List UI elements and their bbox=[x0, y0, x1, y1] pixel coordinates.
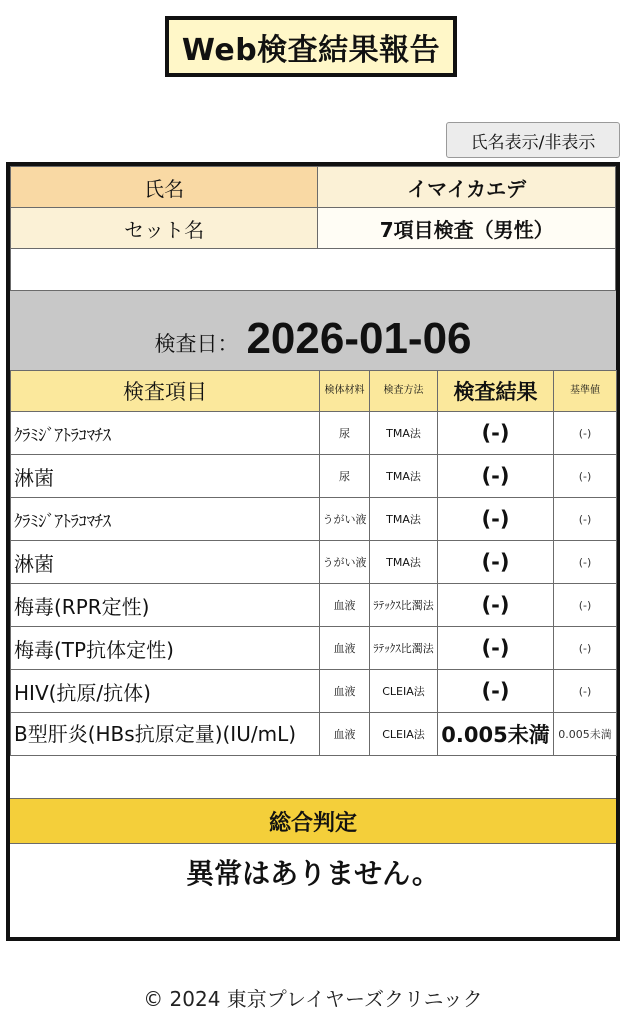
patient-info-table bbox=[10, 166, 616, 249]
method: TMA法 bbox=[370, 541, 438, 584]
result: (-) bbox=[438, 498, 554, 541]
specimen: うがい液 bbox=[320, 541, 370, 584]
test-item: ｸﾗﾐｼﾞｱﾄﾗｺﾏﾁｽ bbox=[11, 412, 320, 455]
specimen: 血液 bbox=[320, 584, 370, 627]
copyright-footer: © 2024 東京プレイヤーズクリニック bbox=[143, 987, 483, 1011]
test-item: ｸﾗﾐｼﾞｱﾄﾗｺﾏﾁｽ bbox=[11, 498, 320, 541]
method: CLEIA法 bbox=[370, 713, 438, 756]
specimen: 尿 bbox=[320, 412, 370, 455]
spacer bbox=[10, 249, 616, 290]
set-name-value: 7項目検査（男性） bbox=[318, 208, 616, 249]
table-row bbox=[11, 541, 617, 584]
result: (-) bbox=[438, 455, 554, 498]
test-date-band bbox=[10, 290, 616, 370]
page-title: Web検査結果報告 bbox=[165, 16, 457, 77]
test-item: B型肝炎(HBs抗原定量)(IU/mL) bbox=[11, 713, 320, 756]
patient-name: イマイカエデ bbox=[318, 167, 616, 208]
method: TMA法 bbox=[370, 498, 438, 541]
specimen: 血液 bbox=[320, 627, 370, 670]
specimen: 尿 bbox=[320, 455, 370, 498]
reference: (-) bbox=[554, 498, 617, 541]
report-frame bbox=[6, 162, 620, 941]
specimen: 血液 bbox=[320, 713, 370, 756]
header-specimen: 検体材料 bbox=[320, 371, 370, 412]
overall-verdict-label: 総合判定 bbox=[10, 798, 616, 844]
name-label: 氏名 bbox=[11, 167, 318, 208]
results-table bbox=[10, 370, 617, 756]
test-item: 梅毒(TP抗体定性) bbox=[11, 627, 320, 670]
set-name-label: セット名 bbox=[11, 208, 318, 249]
specimen: 血液 bbox=[320, 670, 370, 713]
test-date-value: 2026-01-06 bbox=[246, 314, 472, 363]
test-item: 淋菌 bbox=[11, 455, 320, 498]
table-row bbox=[11, 713, 617, 756]
reference: (-) bbox=[554, 541, 617, 584]
header-test-item: 検査項目 bbox=[11, 371, 320, 412]
method: CLEIA法 bbox=[370, 670, 438, 713]
result: (-) bbox=[438, 541, 554, 584]
result: (-) bbox=[438, 584, 554, 627]
reference: (-) bbox=[554, 627, 617, 670]
test-item: 淋菌 bbox=[11, 541, 320, 584]
method: ﾗﾃｯｸｽ比濁法 bbox=[370, 584, 438, 627]
result: (-) bbox=[438, 670, 554, 713]
table-row bbox=[11, 498, 617, 541]
overall-verdict-value: 異常はありません。 bbox=[186, 857, 440, 890]
header-reference: 基準値 bbox=[554, 371, 617, 412]
reference: (-) bbox=[554, 412, 617, 455]
specimen: うがい液 bbox=[320, 498, 370, 541]
spacer bbox=[10, 756, 616, 798]
test-item: HIV(抗原/抗体) bbox=[11, 670, 320, 713]
header-result: 検査結果 bbox=[438, 371, 554, 412]
header-method: 検査方法 bbox=[370, 371, 438, 412]
result: (-) bbox=[438, 412, 554, 455]
result: (-) bbox=[438, 627, 554, 670]
reference: (-) bbox=[554, 670, 617, 713]
table-row bbox=[11, 455, 617, 498]
method: ﾗﾃｯｸｽ比濁法 bbox=[370, 627, 438, 670]
result: 0.005未満 bbox=[438, 713, 554, 756]
table-row bbox=[11, 627, 617, 670]
test-date-label: 検査日： bbox=[154, 332, 239, 356]
table-row bbox=[11, 670, 617, 713]
name-visibility-toggle-button[interactable]: 氏名表示/非表示 bbox=[446, 122, 620, 158]
table-row bbox=[11, 584, 617, 627]
reference: (-) bbox=[554, 584, 617, 627]
method: TMA法 bbox=[370, 412, 438, 455]
method: TMA法 bbox=[370, 455, 438, 498]
reference: (-) bbox=[554, 455, 617, 498]
reference: 0.005未満 bbox=[554, 713, 617, 756]
test-item: 梅毒(RPR定性) bbox=[11, 584, 320, 627]
table-row bbox=[11, 412, 617, 455]
